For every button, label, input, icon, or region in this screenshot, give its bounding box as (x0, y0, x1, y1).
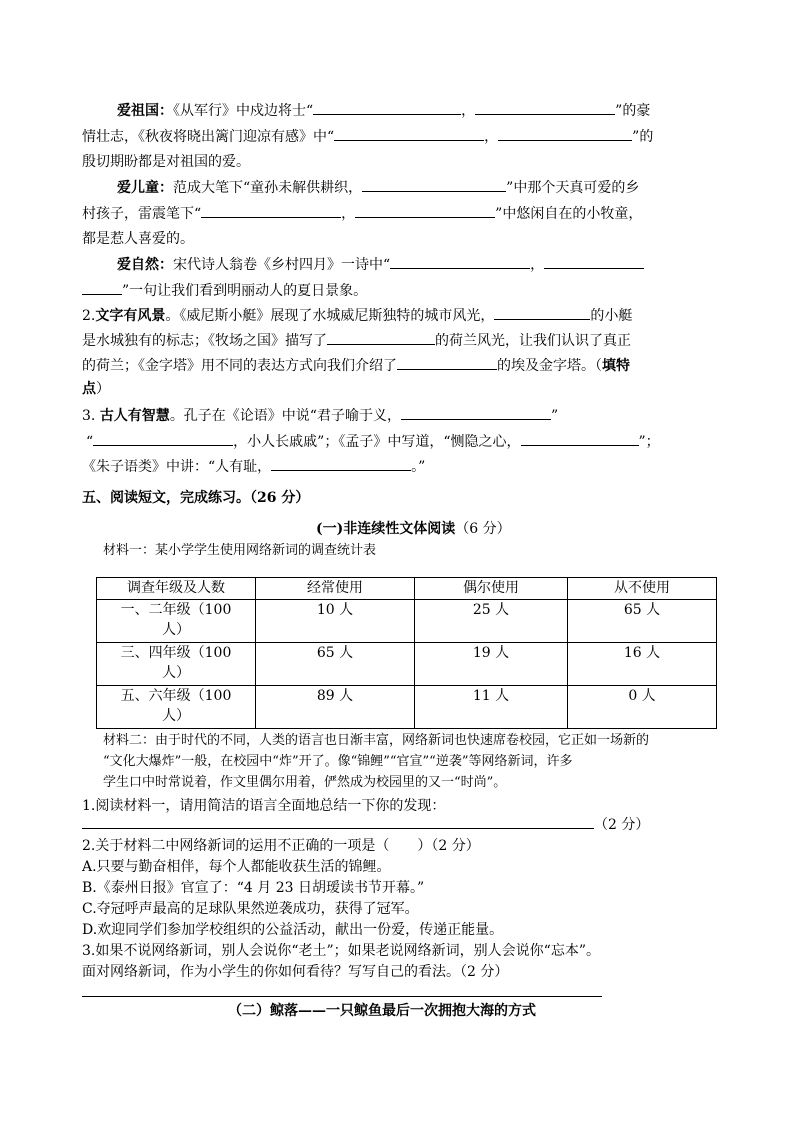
answer-blank[interactable] (82, 280, 122, 295)
answer-blank[interactable] (334, 126, 484, 141)
answer-blank[interactable] (201, 203, 341, 218)
answer-line[interactable] (82, 996, 602, 997)
q2-option-a: A.只要与勤奋相伴，每个人都能收获生活的锦鲤。 (82, 859, 391, 875)
table-header: 调查年级及人数 (97, 578, 256, 600)
material2-line3: 学生口中时常说着，作文里偶尔用着，俨然成为校园里的又一“时尚”。 (103, 775, 507, 790)
q1-line: 1.阅读材料一，请用简洁的语言全面地总结一下你的发现： (82, 798, 446, 814)
table-row (97, 600, 717, 643)
q2-scenery-line2: 是水城独有的标志；《牧场之国》描写了 的荷兰风光，让我们认识了真正 (82, 330, 631, 351)
answer-blank[interactable] (475, 100, 615, 115)
answer-blank[interactable] (521, 431, 639, 446)
answer-blank[interactable] (401, 405, 551, 420)
answer-blank[interactable] (82, 814, 594, 829)
table-header: 从不使用 (568, 578, 717, 600)
love-child-line1: 爱儿童：范成大笔下“童孙未解供耕织， ”中那个天真可爱的乡 (117, 177, 639, 198)
table-header-row (97, 578, 717, 600)
love-child-label: 爱儿童： (117, 180, 173, 196)
love-country-line1: 爱祖国：《从军行》中戍边将士“ ， ”的豪 (117, 100, 650, 121)
q2-option-d: D.欢迎同学们参加学校组织的公益活动，献出一份爱，传递正能量。 (82, 922, 504, 938)
sometimes-cell: 11 人 (415, 686, 568, 729)
sometimes-cell: 19 人 (415, 643, 568, 686)
grade-cell: 三、四年级（100 人） (97, 643, 256, 686)
table-header: 经常使用 (256, 578, 415, 600)
answer-blank[interactable] (362, 177, 506, 192)
never-cell: 16 人 (568, 643, 717, 686)
answer-blank[interactable] (494, 305, 590, 320)
sometimes-cell: 25 人 (415, 600, 568, 643)
q2-scenery-line3: 的荷兰；《金字塔》用不同的表达方式向我们介绍了 的埃及金字塔。（填特 (82, 355, 630, 376)
love-nature-line1: 爱自然：宋代诗人翁卷《乡村四月》一诗中“ ， (117, 254, 644, 275)
answer-blank[interactable] (93, 431, 233, 446)
never-cell: 65 人 (568, 600, 717, 643)
love-country-label: 爱祖国： (117, 103, 173, 119)
table-row (97, 686, 717, 729)
never-cell: 0 人 (568, 686, 717, 729)
grade-cell: 一、二年级（100 人） (97, 600, 256, 643)
material1-title: 材料一：某小学学生使用网络新词的调查统计表 (103, 543, 377, 558)
q3-wisdom-line3: 《朱子语类》中讲：“人有耻， 。” (82, 456, 425, 477)
table-header: 偶尔使用 (415, 578, 568, 600)
q2-option-b: B.《泰州日报》官宣了：“4 月 23 日胡瑷读书节开幕。” (82, 880, 425, 896)
survey-table (96, 577, 717, 729)
answer-blank[interactable] (355, 203, 495, 218)
q3-opinion-line2: 面对网络新词，作为小学生的你如何看待？写写自己的看法。（2 分） (82, 964, 509, 980)
answer-blank[interactable] (313, 100, 461, 115)
love-child-line2: 村孩子，雷震笔下“ ， ”中悠闲自在的小牧童， (82, 203, 642, 224)
love-nature-line2: ”一句让我们看到明丽动人的夏日景象。 (82, 280, 367, 301)
material2-line1: 材料二：由于时代的不同，人类的语言也日渐丰富，网络新词也快速席卷校园，它正如一场新的 (103, 733, 650, 748)
q2-scenery-line4: 点） (82, 381, 110, 397)
love-child-line3: 都是惹人喜爱的。 (82, 231, 194, 247)
answer-blank[interactable] (327, 330, 435, 345)
q2-scenery-line1: 2.文字有风景。《威尼斯小艇》展现了水城威尼斯独特的城市风光， 的小艇 (82, 305, 632, 326)
answer-blank[interactable] (397, 355, 497, 370)
answer-blank[interactable] (390, 254, 530, 269)
material2-line2: “文化大爆炸”一般，在校园中“炸”开了。像“锦鲤”“官宣”“逆袭”等网络新词，许多 (103, 754, 573, 769)
part2-title: （二）鲸落——一只鲸鱼最后一次拥抱大海的方式 (228, 1003, 536, 1019)
love-nature-label: 爱自然： (117, 257, 173, 273)
answer-blank[interactable] (271, 456, 411, 471)
often-cell: 65 人 (256, 643, 415, 686)
q1-answer-line: （2 分） (82, 814, 649, 835)
q3-wisdom-line1: 3. 古人有智慧。孔子在《论语》中说“君子喻于义， ” (82, 405, 558, 426)
table-row (97, 643, 717, 686)
grade-cell: 五、六年级（100 人） (97, 686, 256, 729)
q2-choice: 2.关于材料二中网络新词的运用不正确的一项是（ ）（2 分） (82, 838, 480, 854)
love-country-line3: 殷切期盼都是对祖国的爱。 (82, 154, 250, 170)
part1-title: (一)非连续性文体阅读（6 分） (316, 521, 511, 537)
q3-opinion-line1: 3.如果不说网络新词，别人会说你“老土”；如果老说网络新词，别人会说你“忘本”。 (82, 943, 600, 959)
love-country-line2: 情壮志，《秋夜将晓出篱门迎凉有感》中“ ， ”的 (82, 126, 653, 147)
q2-option-c: C.夺冠呼声最高的足球队果然逆袭成功，获得了冠军。 (82, 901, 419, 917)
answer-blank[interactable] (544, 254, 644, 269)
often-cell: 89 人 (256, 686, 415, 729)
answer-blank[interactable] (498, 126, 632, 141)
q3-wisdom-line2: “ ，小人长戚戚”；《孟子》中写道，“恻隐之心， ”； (86, 431, 660, 452)
often-cell: 10 人 (256, 600, 415, 643)
section5-heading: 五、阅读短文，完成练习。（26 分） (82, 490, 310, 506)
